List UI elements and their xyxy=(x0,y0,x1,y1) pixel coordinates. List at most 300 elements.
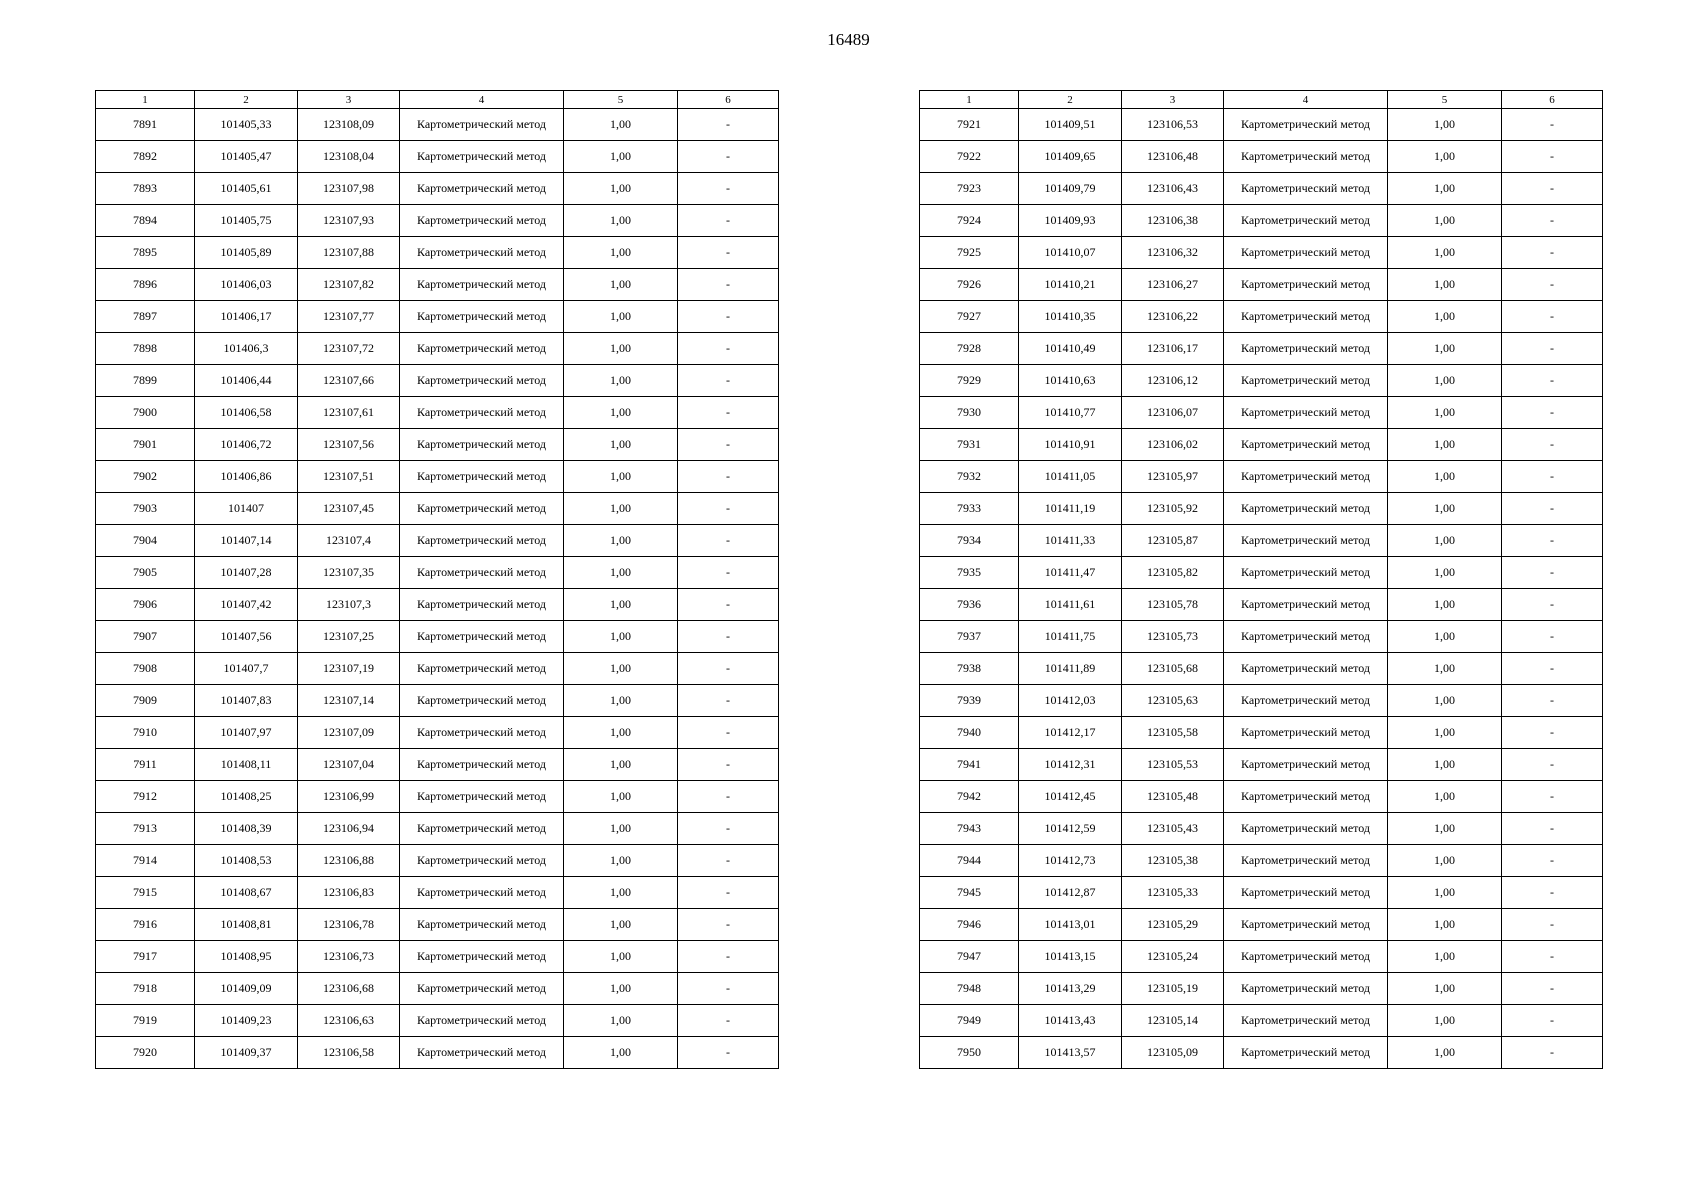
table-cell: - xyxy=(678,237,779,269)
table-cell: 7947 xyxy=(920,941,1019,973)
table-row xyxy=(920,941,1603,973)
column-header: 1 xyxy=(96,91,195,109)
table-cell: 7943 xyxy=(920,813,1019,845)
table-cell: Картометрический метод xyxy=(1224,781,1388,813)
table-cell: 101411,75 xyxy=(1019,621,1122,653)
table-cell: 1,00 xyxy=(564,973,678,1005)
table-cell: 7941 xyxy=(920,749,1019,781)
table-row xyxy=(96,717,779,749)
table-cell: 1,00 xyxy=(564,525,678,557)
table-row xyxy=(96,173,779,205)
table-cell: 7903 xyxy=(96,493,195,525)
table-cell: - xyxy=(678,621,779,653)
table-cell: - xyxy=(1502,269,1603,301)
table-cell: 7919 xyxy=(96,1005,195,1037)
table-cell: 123105,19 xyxy=(1122,973,1224,1005)
table-cell: 101411,61 xyxy=(1019,589,1122,621)
table-cell: 1,00 xyxy=(564,141,678,173)
table-cell: 1,00 xyxy=(564,845,678,877)
table-cell: 1,00 xyxy=(564,173,678,205)
table-cell: 1,00 xyxy=(564,877,678,909)
table-cell: 7945 xyxy=(920,877,1019,909)
table-cell: - xyxy=(1502,141,1603,173)
table-cell: - xyxy=(1502,301,1603,333)
table-cell: 101409,79 xyxy=(1019,173,1122,205)
table-cell: Картометрический метод xyxy=(1224,845,1388,877)
table-cell: 123105,29 xyxy=(1122,909,1224,941)
table-cell: Картометрический метод xyxy=(1224,589,1388,621)
table-cell: Картометрический метод xyxy=(400,589,564,621)
table-cell: 7895 xyxy=(96,237,195,269)
column-header: 5 xyxy=(564,91,678,109)
table-cell: - xyxy=(678,685,779,717)
table-cell: - xyxy=(1502,781,1603,813)
table-cell: 123105,73 xyxy=(1122,621,1224,653)
table-cell: 1,00 xyxy=(1388,813,1502,845)
table-cell: 1,00 xyxy=(1388,429,1502,461)
table-cell: 123106,22 xyxy=(1122,301,1224,333)
table-cell: 123106,07 xyxy=(1122,397,1224,429)
table-cell: 123107,61 xyxy=(298,397,400,429)
table-row xyxy=(920,365,1603,397)
table-cell: 7907 xyxy=(96,621,195,653)
table-cell: 101407,14 xyxy=(195,525,298,557)
table-row xyxy=(96,877,779,909)
table-cell: Картометрический метод xyxy=(400,365,564,397)
table-cell: 7929 xyxy=(920,365,1019,397)
table-cell: 1,00 xyxy=(1388,397,1502,429)
table-cell: - xyxy=(678,845,779,877)
table-row xyxy=(96,1037,779,1069)
table-cell: - xyxy=(678,173,779,205)
table-cell: Картометрический метод xyxy=(1224,301,1388,333)
table-row xyxy=(920,173,1603,205)
table-cell: 7896 xyxy=(96,269,195,301)
table-cell: - xyxy=(678,781,779,813)
table-cell: - xyxy=(1502,653,1603,685)
table-cell: 123106,63 xyxy=(298,1005,400,1037)
table-cell: 101411,47 xyxy=(1019,557,1122,589)
table-cell: 101406,58 xyxy=(195,397,298,429)
table-cell: - xyxy=(1502,845,1603,877)
table-cell: - xyxy=(678,333,779,365)
table-cell: 1,00 xyxy=(1388,909,1502,941)
table-cell: 123105,09 xyxy=(1122,1037,1224,1069)
table-row xyxy=(96,269,779,301)
table-row xyxy=(920,301,1603,333)
table-cell: 101412,31 xyxy=(1019,749,1122,781)
column-header: 6 xyxy=(678,91,779,109)
table-cell: - xyxy=(678,589,779,621)
table-row xyxy=(96,941,779,973)
coordinates-table-right xyxy=(919,90,1603,1069)
table-cell: Картометрический метод xyxy=(400,109,564,141)
table-cell: - xyxy=(678,909,779,941)
table-cell: 101407,56 xyxy=(195,621,298,653)
table-body xyxy=(96,109,779,1069)
table-cell: 1,00 xyxy=(564,909,678,941)
table-cell: - xyxy=(678,429,779,461)
coordinates-table-left xyxy=(95,90,779,1069)
table-cell: 7946 xyxy=(920,909,1019,941)
table-cell: 7935 xyxy=(920,557,1019,589)
table-cell: - xyxy=(1502,333,1603,365)
table-cell: Картометрический метод xyxy=(1224,877,1388,909)
table-cell: 123105,14 xyxy=(1122,1005,1224,1037)
table-row xyxy=(96,973,779,1005)
table-cell: - xyxy=(678,557,779,589)
table-cell: - xyxy=(1502,589,1603,621)
table-cell: 1,00 xyxy=(1388,365,1502,397)
table-row xyxy=(920,909,1603,941)
table-cell: 1,00 xyxy=(1388,461,1502,493)
table-cell: 1,00 xyxy=(564,365,678,397)
table-cell: 101412,17 xyxy=(1019,717,1122,749)
table-cell: - xyxy=(1502,109,1603,141)
table-cell: 1,00 xyxy=(1388,941,1502,973)
table-cell: 1,00 xyxy=(1388,717,1502,749)
table-cell: 123106,83 xyxy=(298,877,400,909)
table-cell: 123105,58 xyxy=(1122,717,1224,749)
table-cell: 7937 xyxy=(920,621,1019,653)
table-cell: Картометрический метод xyxy=(400,525,564,557)
table-cell: Картометрический метод xyxy=(400,781,564,813)
table-row xyxy=(920,877,1603,909)
table-cell: 101410,21 xyxy=(1019,269,1122,301)
table-row xyxy=(96,205,779,237)
table-cell: 123106,68 xyxy=(298,973,400,1005)
table-cell: - xyxy=(1502,557,1603,589)
table-cell: - xyxy=(1502,909,1603,941)
table-row xyxy=(96,525,779,557)
table-cell: 123107,25 xyxy=(298,621,400,653)
table-row xyxy=(920,461,1603,493)
table-row xyxy=(96,461,779,493)
table-cell: - xyxy=(1502,429,1603,461)
table-cell: 1,00 xyxy=(564,621,678,653)
table-cell: 1,00 xyxy=(1388,845,1502,877)
table-cell: 101413,43 xyxy=(1019,1005,1122,1037)
table-cell: 1,00 xyxy=(564,333,678,365)
table-cell: Картометрический метод xyxy=(400,1005,564,1037)
table-cell: Картометрический метод xyxy=(1224,1037,1388,1069)
table-cell: 101409,51 xyxy=(1019,109,1122,141)
table-cell: Картометрический метод xyxy=(400,941,564,973)
table-cell: 123105,48 xyxy=(1122,781,1224,813)
table-cell: 123105,82 xyxy=(1122,557,1224,589)
table-cell: 101411,33 xyxy=(1019,525,1122,557)
table-cell: 101411,05 xyxy=(1019,461,1122,493)
table-cell: 123105,63 xyxy=(1122,685,1224,717)
table-cell: 7922 xyxy=(920,141,1019,173)
table-cell: 101410,77 xyxy=(1019,397,1122,429)
table-row xyxy=(920,653,1603,685)
table-cell: 7906 xyxy=(96,589,195,621)
table-cell: 123107,72 xyxy=(298,333,400,365)
table-row xyxy=(920,685,1603,717)
table-cell: 1,00 xyxy=(1388,237,1502,269)
table-cell: 1,00 xyxy=(1388,269,1502,301)
table-cell: - xyxy=(678,493,779,525)
table-cell: 101405,75 xyxy=(195,205,298,237)
table-row xyxy=(920,1037,1603,1069)
table-cell: - xyxy=(678,717,779,749)
table-cell: Картометрический метод xyxy=(400,301,564,333)
table-cell: 123106,99 xyxy=(298,781,400,813)
table-cell: 101406,72 xyxy=(195,429,298,461)
table-cell: Картометрический метод xyxy=(400,653,564,685)
table-cell: - xyxy=(1502,237,1603,269)
table-cell: Картометрический метод xyxy=(1224,333,1388,365)
table-cell: 1,00 xyxy=(1388,781,1502,813)
table-row xyxy=(920,557,1603,589)
table-cell: 7894 xyxy=(96,205,195,237)
table-cell: 101411,19 xyxy=(1019,493,1122,525)
table-cell: 101406,03 xyxy=(195,269,298,301)
table-cell: 123107,98 xyxy=(298,173,400,205)
table-cell: Картометрический метод xyxy=(400,429,564,461)
table-cell: 7925 xyxy=(920,237,1019,269)
column-header: 2 xyxy=(1019,91,1122,109)
table-cell: 7917 xyxy=(96,941,195,973)
table-cell: - xyxy=(1502,461,1603,493)
table-cell: Картометрический метод xyxy=(400,845,564,877)
table-cell: 101407,83 xyxy=(195,685,298,717)
table-row xyxy=(96,109,779,141)
table-cell: 101413,15 xyxy=(1019,941,1122,973)
table-cell: 1,00 xyxy=(1388,493,1502,525)
table-cell: 123106,53 xyxy=(1122,109,1224,141)
table-cell: 1,00 xyxy=(1388,173,1502,205)
table-cell: 123106,38 xyxy=(1122,205,1224,237)
table-cell: Картометрический метод xyxy=(1224,205,1388,237)
table-cell: 1,00 xyxy=(1388,333,1502,365)
table-cell: 101410,49 xyxy=(1019,333,1122,365)
table-cell: 123105,97 xyxy=(1122,461,1224,493)
table-cell: 101412,59 xyxy=(1019,813,1122,845)
table-row xyxy=(96,909,779,941)
table-cell: - xyxy=(678,109,779,141)
table-cell: Картометрический метод xyxy=(400,397,564,429)
table-cell: 101413,57 xyxy=(1019,1037,1122,1069)
table-row xyxy=(920,813,1603,845)
table-cell: - xyxy=(678,1037,779,1069)
table-row xyxy=(920,269,1603,301)
table-cell: Картометрический метод xyxy=(400,141,564,173)
table-cell: 7908 xyxy=(96,653,195,685)
table-cell: Картометрический метод xyxy=(400,173,564,205)
table-cell: - xyxy=(678,813,779,845)
table-cell: 7916 xyxy=(96,909,195,941)
table-cell: Картометрический метод xyxy=(1224,813,1388,845)
table-cell: - xyxy=(678,877,779,909)
table-cell: - xyxy=(678,269,779,301)
table-cell: 101409,93 xyxy=(1019,205,1122,237)
table-cell: 7931 xyxy=(920,429,1019,461)
table-row xyxy=(96,493,779,525)
table-cell: 123107,35 xyxy=(298,557,400,589)
table-cell: 7914 xyxy=(96,845,195,877)
table-cell: - xyxy=(1502,525,1603,557)
table-row xyxy=(920,1005,1603,1037)
table-cell: 7910 xyxy=(96,717,195,749)
table-row xyxy=(920,749,1603,781)
table-cell: 1,00 xyxy=(1388,205,1502,237)
table-row xyxy=(96,301,779,333)
table-cell: Картометрический метод xyxy=(400,813,564,845)
table-cell: 123105,78 xyxy=(1122,589,1224,621)
table-row xyxy=(920,589,1603,621)
table-cell: 123107,66 xyxy=(298,365,400,397)
table-row xyxy=(96,397,779,429)
table-cell: 123105,68 xyxy=(1122,653,1224,685)
table-cell: 123106,94 xyxy=(298,813,400,845)
table-cell: 1,00 xyxy=(564,1037,678,1069)
table-cell: 7892 xyxy=(96,141,195,173)
table-cell: 101407,97 xyxy=(195,717,298,749)
table-cell: 7927 xyxy=(920,301,1019,333)
table-cell: Картометрический метод xyxy=(1224,717,1388,749)
table-cell: Картометрический метод xyxy=(400,685,564,717)
table-cell: - xyxy=(1502,685,1603,717)
table-cell: 7898 xyxy=(96,333,195,365)
table-cell: - xyxy=(678,749,779,781)
table-cell: 101410,07 xyxy=(1019,237,1122,269)
table-cell: 7940 xyxy=(920,717,1019,749)
table-cell: 123107,3 xyxy=(298,589,400,621)
table-cell: 1,00 xyxy=(1388,973,1502,1005)
table-cell: Картометрический метод xyxy=(400,237,564,269)
table-cell: - xyxy=(678,301,779,333)
table-cell: 101408,53 xyxy=(195,845,298,877)
table-cell: 1,00 xyxy=(564,749,678,781)
table-cell: 101408,95 xyxy=(195,941,298,973)
table-cell: - xyxy=(1502,941,1603,973)
table-cell: Картометрический метод xyxy=(1224,269,1388,301)
column-header: 5 xyxy=(1388,91,1502,109)
table-row xyxy=(96,237,779,269)
table-cell: 1,00 xyxy=(564,813,678,845)
table-cell: 7904 xyxy=(96,525,195,557)
table-cell: 123107,4 xyxy=(298,525,400,557)
table-cell: 7926 xyxy=(920,269,1019,301)
table-row xyxy=(920,205,1603,237)
table-cell: 1,00 xyxy=(1388,1037,1502,1069)
table-cell: 123108,09 xyxy=(298,109,400,141)
table-cell: 123107,88 xyxy=(298,237,400,269)
table-cell: Картометрический метод xyxy=(1224,749,1388,781)
table-cell: 7930 xyxy=(920,397,1019,429)
header-row xyxy=(96,91,779,109)
table-cell: 1,00 xyxy=(564,1005,678,1037)
table-cell: 123106,32 xyxy=(1122,237,1224,269)
table-cell: 7939 xyxy=(920,685,1019,717)
table-cell: 1,00 xyxy=(564,269,678,301)
table-cell: 123105,33 xyxy=(1122,877,1224,909)
table-cell: Картометрический метод xyxy=(1224,973,1388,1005)
table-cell: 7942 xyxy=(920,781,1019,813)
table-cell: 7911 xyxy=(96,749,195,781)
table-cell: 7902 xyxy=(96,461,195,493)
table-cell: 1,00 xyxy=(564,461,678,493)
table-row xyxy=(96,845,779,877)
table-cell: 1,00 xyxy=(1388,301,1502,333)
table-cell: Картометрический метод xyxy=(400,749,564,781)
table-cell: 101411,89 xyxy=(1019,653,1122,685)
table-cell: Картометрический метод xyxy=(1224,173,1388,205)
table-row xyxy=(920,141,1603,173)
table-cell: 1,00 xyxy=(564,557,678,589)
table-cell: 123106,02 xyxy=(1122,429,1224,461)
table-cell: 123107,93 xyxy=(298,205,400,237)
table-row xyxy=(96,781,779,813)
table-row xyxy=(96,621,779,653)
table-cell: 1,00 xyxy=(564,493,678,525)
table-cell: 7938 xyxy=(920,653,1019,685)
table-cell: - xyxy=(1502,205,1603,237)
table-cell: 101409,37 xyxy=(195,1037,298,1069)
table-cell: 101405,61 xyxy=(195,173,298,205)
table-cell: Картометрический метод xyxy=(400,461,564,493)
table-cell: 123106,78 xyxy=(298,909,400,941)
table-cell: 7933 xyxy=(920,493,1019,525)
table-cell: 1,00 xyxy=(1388,109,1502,141)
table-cell: 123107,56 xyxy=(298,429,400,461)
table-cell: 101409,23 xyxy=(195,1005,298,1037)
table-cell: 101405,47 xyxy=(195,141,298,173)
table-cell: - xyxy=(1502,749,1603,781)
table-cell: - xyxy=(678,397,779,429)
table-cell: 1,00 xyxy=(564,237,678,269)
table-cell: 123106,48 xyxy=(1122,141,1224,173)
table-cell: 123107,19 xyxy=(298,653,400,685)
table-cell: 101407,28 xyxy=(195,557,298,589)
table-row xyxy=(96,141,779,173)
table-cell: Картометрический метод xyxy=(400,909,564,941)
table-cell: - xyxy=(1502,973,1603,1005)
table-row xyxy=(96,365,779,397)
table-cell: 7924 xyxy=(920,205,1019,237)
header-row xyxy=(920,91,1603,109)
table-cell: 101410,91 xyxy=(1019,429,1122,461)
table-cell: 101405,33 xyxy=(195,109,298,141)
table-cell: Картометрический метод xyxy=(1224,557,1388,589)
table-cell: - xyxy=(678,205,779,237)
table-cell: 101406,17 xyxy=(195,301,298,333)
table-cell: 1,00 xyxy=(1388,557,1502,589)
table-cell: 101409,65 xyxy=(1019,141,1122,173)
column-header: 1 xyxy=(920,91,1019,109)
table-cell: 123106,58 xyxy=(298,1037,400,1069)
table-cell: 101408,81 xyxy=(195,909,298,941)
table-cell: - xyxy=(1502,877,1603,909)
table-cell: 1,00 xyxy=(1388,621,1502,653)
table-cell: - xyxy=(1502,717,1603,749)
table-cell: 101413,29 xyxy=(1019,973,1122,1005)
table-cell: - xyxy=(1502,493,1603,525)
table-cell: 101408,39 xyxy=(195,813,298,845)
table-cell: 123106,12 xyxy=(1122,365,1224,397)
table-cell: 123106,27 xyxy=(1122,269,1224,301)
table-cell: Картометрический метод xyxy=(1224,461,1388,493)
table-cell: 101407,7 xyxy=(195,653,298,685)
table-cell: Картометрический метод xyxy=(400,1037,564,1069)
table-cell: - xyxy=(1502,813,1603,845)
table-cell: 123107,45 xyxy=(298,493,400,525)
table-cell: 123106,43 xyxy=(1122,173,1224,205)
table-cell: 7915 xyxy=(96,877,195,909)
table-cell: Картометрический метод xyxy=(1224,429,1388,461)
